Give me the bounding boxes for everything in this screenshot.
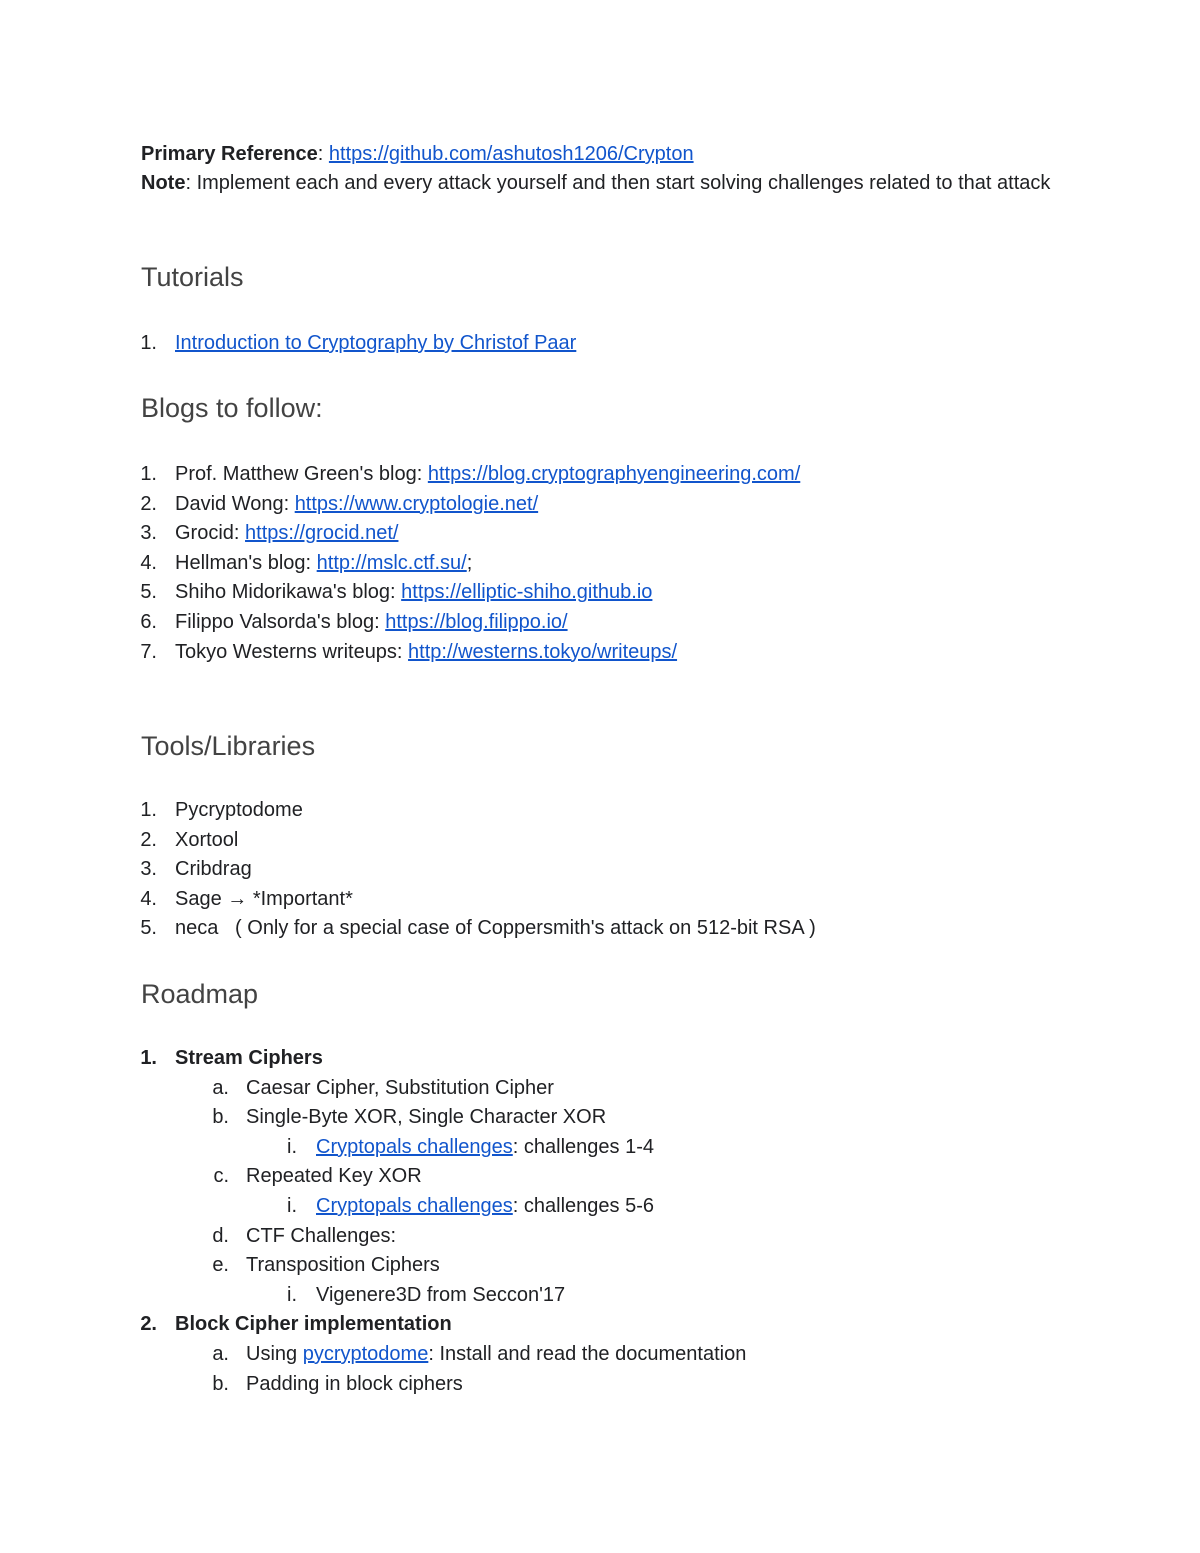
- tool-text: Cribdrag: [175, 858, 252, 881]
- list-number: 2.: [140, 828, 157, 851]
- list-item: [105, 855, 1065, 885]
- list-item: [105, 1074, 1065, 1104]
- list-number: 6.: [140, 610, 157, 633]
- list-number: 2.: [140, 492, 157, 515]
- roadmap-heading: Roadmap: [141, 979, 259, 1009]
- list-item: [105, 608, 1065, 638]
- blog-label: Filippo Valsorda's blog:: [175, 610, 386, 633]
- roadmap-list: [105, 1044, 1065, 1399]
- item-text: Transposition Ciphers: [246, 1254, 440, 1277]
- blog-label: Hellman's blog:: [175, 551, 317, 574]
- list-item: [105, 329, 1065, 359]
- list-number: 3.: [140, 522, 157, 545]
- tutorial-link[interactable]: Introduction to Cryptography by Christof Paar: [175, 332, 577, 354]
- list-item: [105, 1133, 1065, 1163]
- list-item: [105, 1192, 1065, 1222]
- roadmap-section-stream-ciphers: [105, 1044, 1065, 1074]
- blog-link[interactable]: https://blog.cryptographyengineering.com/: [427, 463, 801, 485]
- list-item: [105, 885, 1065, 915]
- list-letter: e.: [212, 1254, 229, 1277]
- item-text: : challenges 5-6: [512, 1194, 654, 1217]
- item-text: : Install and read the documentation: [428, 1342, 747, 1365]
- list-letter: a.: [212, 1342, 229, 1365]
- blog-label: Prof. Matthew Green's blog:: [175, 463, 428, 485]
- item-text: Repeated Key XOR: [246, 1165, 422, 1188]
- tool-text: Pycryptodome: [175, 799, 303, 821]
- list-number: 7.: [140, 640, 157, 663]
- primary-reference-line: [141, 140, 1071, 169]
- item-text: Single-Byte XOR, Single Character XOR: [246, 1106, 607, 1129]
- list-item: [105, 1222, 1065, 1252]
- list-item: [105, 460, 1065, 490]
- blog-link[interactable]: http://mslc.ctf.su/: [316, 551, 467, 574]
- blog-link[interactable]: https://blog.filippo.io/: [385, 610, 568, 633]
- item-text: Caesar Cipher, Substitution Cipher: [246, 1076, 554, 1099]
- pycryptodome-link[interactable]: pycryptodome: [302, 1342, 429, 1365]
- tutorials-list: [105, 329, 1065, 359]
- list-item: [105, 1103, 1065, 1133]
- list-number: 1.: [140, 799, 157, 821]
- list-item: [105, 1251, 1065, 1281]
- roadmap-section-block-cipher: [105, 1310, 1065, 1340]
- blog-label: Tokyo Westerns writeups:: [175, 640, 409, 663]
- tools-heading: Tools/Libraries: [141, 731, 316, 761]
- note-text: : Implement each and every attack yourself and then start solving challenges related to that attack: [185, 172, 1051, 194]
- item-text: CTF Challenges:: [246, 1224, 397, 1247]
- list-number: 4.: [140, 887, 157, 910]
- list-item: [105, 796, 1065, 826]
- blog-label: David Wong:: [175, 492, 295, 515]
- note-label: Note: [141, 172, 186, 194]
- list-item: [105, 549, 1065, 579]
- blog-label: Grocid:: [175, 522, 246, 545]
- document-page: [140, 140, 1071, 1395]
- list-item: [105, 1370, 1065, 1400]
- list-item: [105, 638, 1065, 668]
- item-text: Vigenere3D from Seccon'17: [316, 1283, 566, 1306]
- primary-reference-separator: :: [317, 143, 329, 165]
- list-letter: a.: [212, 1076, 229, 1099]
- list-number: 5.: [140, 581, 157, 604]
- blogs-list: [105, 460, 1065, 667]
- item-text: Padding in block ciphers: [246, 1372, 463, 1395]
- list-number: 5.: [140, 917, 157, 940]
- cryptopals-link[interactable]: Cryptopals challenges: [316, 1135, 513, 1158]
- blog-link[interactable]: https://www.cryptologie.net/: [294, 492, 539, 515]
- list-number: 1.: [140, 463, 157, 485]
- list-item: [105, 1281, 1065, 1311]
- blog-link[interactable]: http://westerns.tokyo/writeups/: [408, 640, 678, 663]
- list-number: 2.: [140, 1313, 157, 1336]
- list-item: [105, 578, 1065, 608]
- blog-link[interactable]: https://elliptic-shiho.github.io: [401, 581, 653, 604]
- list-number: 4.: [140, 551, 157, 574]
- tool-text: Xortool: [175, 828, 239, 851]
- list-item: [105, 1162, 1065, 1192]
- list-number: 1.: [140, 332, 157, 354]
- list-item: [105, 914, 1065, 944]
- list-roman: i.: [287, 1194, 297, 1217]
- blogs-heading: Blogs to follow:: [141, 393, 323, 423]
- blog-link[interactable]: https://grocid.net/: [245, 522, 399, 545]
- list-number: 3.: [140, 858, 157, 881]
- primary-reference-link[interactable]: https://github.com/ashutosh1206/Crypton: [328, 143, 694, 165]
- tool-text: neca ( Only for a special case of Coppersmith's attack on 512-bit RSA ): [175, 917, 816, 940]
- blog-suffix: ;: [466, 551, 473, 574]
- tutorials-heading: Tutorials: [141, 262, 244, 292]
- list-letter: c.: [213, 1165, 229, 1188]
- tools-list: [105, 796, 1065, 944]
- primary-reference-label: Primary Reference: [141, 143, 318, 165]
- list-item: [105, 519, 1065, 549]
- section-title: Block Cipher implementation: [175, 1313, 452, 1336]
- list-letter: d.: [212, 1224, 229, 1247]
- tool-text: Sage → *Important*: [175, 887, 353, 910]
- cryptopals-link[interactable]: Cryptopals challenges: [316, 1194, 513, 1217]
- list-roman: i.: [287, 1135, 297, 1158]
- list-item: [105, 826, 1065, 856]
- note-line: [141, 169, 1071, 198]
- blog-label: Shiho Midorikawa's blog:: [175, 581, 402, 604]
- list-number: 1.: [140, 1047, 157, 1069]
- list-roman: i.: [287, 1283, 297, 1306]
- list-item: [105, 1340, 1065, 1370]
- item-text: : challenges 1-4: [512, 1135, 654, 1158]
- list-item: [105, 490, 1065, 520]
- list-letter: b.: [212, 1372, 229, 1395]
- section-title: Stream Ciphers: [175, 1047, 323, 1069]
- item-text: Using: [246, 1342, 303, 1365]
- list-letter: b.: [212, 1106, 229, 1129]
